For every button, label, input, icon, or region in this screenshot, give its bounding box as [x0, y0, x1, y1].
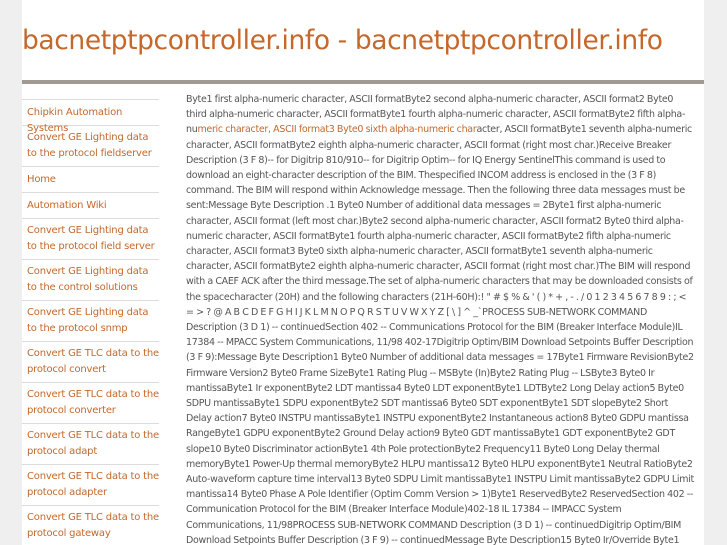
article-text-part-2: acter, ASCII formatByte1 seventh alpha-numeric character, ASCII formatByte2 eighth alpha-numeric character, ASCII format (right most char.)Receive Breaker Description (3 F 8)-- for Digitrip 810/910-- for Digitrip Optim-- for IQ Energy SentinelThis command is used to download an eight-character description of the BIM. Thespecified INCOM address is enclosed in the (3 F 8) command. The BIM will respond within Acknowledge message. Then the following three data messages must be sent:Message Byte Description .1 Byte0 Number of additional data messages = 2Byte1 first alpha-numeric character, ASCII format (left most char.)Byte2 second alpha-numeric character, ASCII format2 Byte0 third alpha-numeric character, ASCII formatByte1 fourth alpha-numeric character, ASCII formatByte2 fifth alpha-numeric character, ASCII format3 Byte0 sixth alpha-numeric character, ASCII formatByte1 seventh alpha-numeric character, ASCII formatByte2 eighth alpha-numeric character, ASCII format (right most char.)The BIM will respond with a CAEF ACK after the third message.The set of alpha-numeric characters that may be downloaded consists of the spacecharacter (20H) and the following characters (21H-60H):! " # $ % & ' ( ) * + , - . / 0 1 2 3 4 5 6 7 8 9 : ; < = > ? @ A B C D E F G H I J K L M N O P Q R S T U V W X Y Z [ \ ] ^ _`PROCESS SUB-NETWORK COMMAND Description (3 D 1) -- continuedSection 402 -- Communications Protocol for the BIM (Breaker Interface Module)IL 17384 -- MPACC System Communications, 11/98 402-17Digitrip Optim/BIM Download Setpoints Buffer Description (3 F 9):Message Byte Description1 Byte0 Number of additional data messages = 17Byte1 Firmware RevisionByte2 Firmware Version2 Byte0 Frame SizeByte1 Rating Plug -- MSByte (In)Byte2 Rating Plug -- LSByte3 Byte0 Ir mantissaByte1 Ir exponentByte2 LDT mantissa4 Byte0 LDT exponentByte1 LDTByte2 Long Delay action5 Byte0 SDPU mantissaByte1 SDPU exponentByte2 SDT mantissa6 Byte0 SDT exponentByte1 SDT slopeByte2 Short Delay action7 Byte0 INSTPU mantissaByte1 INSTPU exponentByte2 Instantaneous action8 Byte0 GDPU mantissa RangeByte1 GDPU exponentByte2 Ground Delay action9 Byte0 GDT mantissaByte1 GDT exponentByte2 GDT slope10 Byte0 Discriminator actionByte1 4th Pole protectionByte2 Frequency11 Byte0 Long Delay thermal memoryByte1 Power-Up thermal memoryByte2 HLPU mantissa12 Byte0 HLPU exponentByte1 Neutral RatioByte2 Auto-waveform capture time interval13 Byte0 SDPU Limit mantissaByte1 INSTPU Limit mantissaByte2 GDPU Limit mantissa14 Byte0 Phase A Pole Identifier (Optim Comm Version > 1)Byte1 ReservedByte2 ReservedSection 402 -- Communication Protocol for the BIM (Breaker Interface Module)402-18 IL 17384 -- IMPACC System Communications, 11/98PROCESS SUB-NETWORK COMMAND Description (3 D 1) -- continuedDigitrip Optim/BIM Download Setpoints Buffer Description (3 F 9) -- continuedMessage Byte Description15 Byte0 Ir/Override Byte1 — [186, 124, 694, 545]
header — [22, 0, 704, 84]
article-body — [186, 92, 696, 545]
sidebar-item-ge-lighting-fieldserver[interactable]: Convert GE Lighting data to the protocol fieldserver — [22, 126, 159, 167]
page — [22, 0, 704, 545]
article-text-part-1: Byte1 first alpha-numeric character, ASCII formatByte2 second alpha-numeric character, ASCII format2 Byte0 third alpha-numeric character, ASCII formatByte1 fourth alpha-numeric character, ASCII formatByte2 fifth alpha-nu — [186, 94, 686, 136]
sidebar-item-ge-lighting-field-server[interactable]: Convert GE Lighting data to the protocol field server — [22, 219, 159, 260]
sidebar-item-automation-wiki[interactable]: Automation Wiki — [22, 193, 159, 219]
article-highlight-link[interactable]: meric character, ASCII format3 Byte0 sixth alpha-numeric char — [197, 124, 477, 136]
sidebar-item-ge-lighting-snmp[interactable]: Convert GE Lighting data to the protocol snmp — [22, 301, 159, 342]
sidebar-item-ge-lighting-control-solutions[interactable]: Convert GE Lighting data to the control solutions — [22, 260, 159, 301]
site-title[interactable]: bacnetptpcontroller.info - bacnetptpcontroller.info — [22, 25, 663, 56]
sidebar-item-ge-tlc-adapt[interactable]: Convert GE TLC data to the protocol adapt — [22, 424, 159, 465]
sidebar-nav — [22, 99, 159, 545]
article-text — [186, 92, 696, 545]
sidebar-item-ge-tlc-convert[interactable]: Convert GE TLC data to the protocol convert — [22, 342, 159, 383]
sidebar-item-ge-tlc-converter[interactable]: Convert GE TLC data to the protocol converter — [22, 383, 159, 424]
sidebar-item-ge-tlc-gateway[interactable]: Convert GE TLC data to the protocol gateway — [22, 506, 159, 545]
sidebar-item-home[interactable]: Home — [22, 167, 159, 193]
sidebar-item-chipkin-automation-systems[interactable]: Chipkin Automation Systems — [22, 100, 159, 126]
sidebar-item-ge-tlc-adapter[interactable]: Convert GE TLC data to the protocol adapter — [22, 465, 159, 506]
